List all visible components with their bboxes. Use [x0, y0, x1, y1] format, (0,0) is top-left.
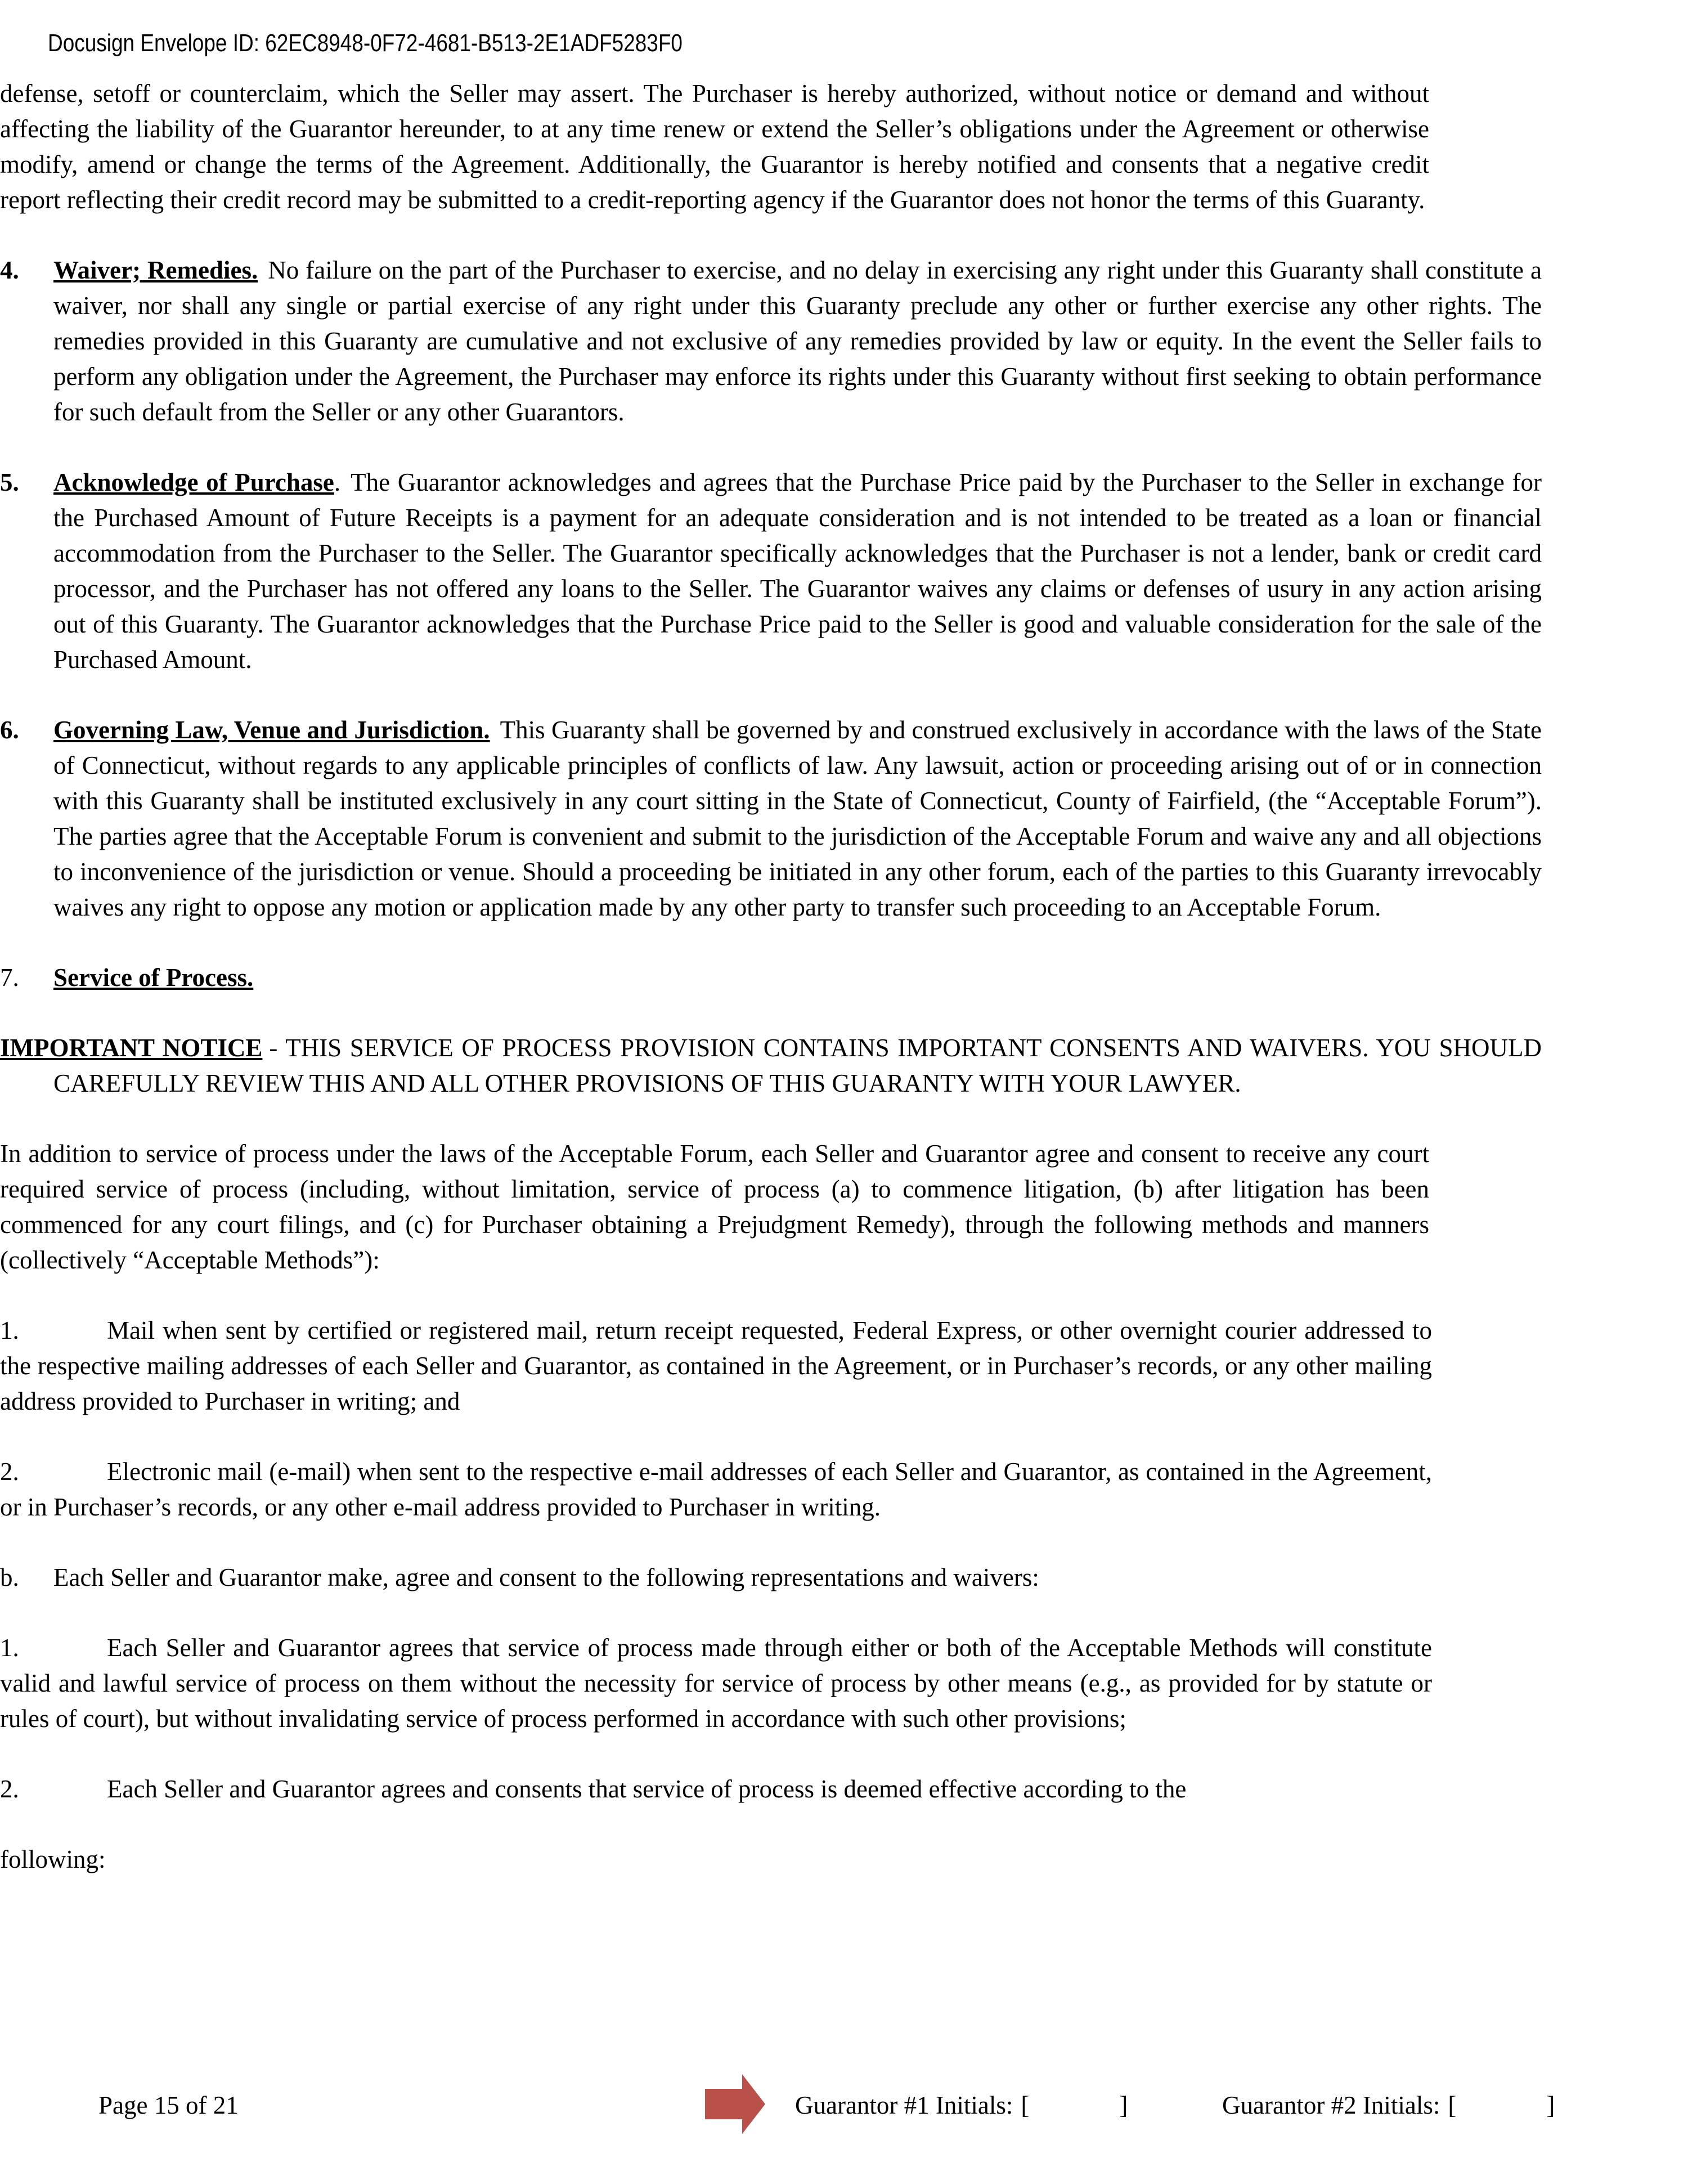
- intro-continuation-paragraph: defense, setoff or counterclaim, which the Seller may assert. The Purchaser is hereby authorized, without notice or demand and without affecting the liability of the Guarantor hereunder, to at any time renew or extend the Seller’s obligations under the Agreement or otherwise modify, amend or change the terms of the Agreement. Additionally, the Guarantor is hereby notified and consents that a negative credit report reflecting their credit record may be submitted to a credit-reporting agency if the Guarantor does not honor the terms of this Guaranty.: [0, 79, 1429, 214]
- section-7-number: 7.: [0, 963, 19, 992]
- section-4-number: 4.: [0, 256, 19, 284]
- representation-2-number: 2.: [0, 1775, 19, 1803]
- section-4-waiver-remedies: [0, 253, 1542, 430]
- important-notice-text: - THIS SERVICE OF PROCESS PROVISION CONTAINS IMPORTANT CONSENTS AND WAIVERS. YOU SHOULD CAREFULLY REVIEW THIS AND ALL OTHER PROVISIONS OF THIS GUARANTY WITH YOUR LAWYER.: [53, 1034, 1542, 1097]
- sign-here-arrow-icon: [705, 2074, 765, 2134]
- guarantor2-initials-label: Guarantor #2 Initials:: [1222, 2091, 1440, 2119]
- section-5-number: 5.: [0, 468, 19, 496]
- acceptable-method-item-1: [0, 1313, 1432, 1419]
- item-b-letter: b.: [0, 1563, 19, 1591]
- representation-1-number: 1.: [0, 1634, 19, 1662]
- section-4-body: No failure on the part of the Purchaser to exercise, and no delay in exercising any right under this Guaranty shall constitute a waiver, nor shall any single or partial exercise of any right under this Guaranty preclude any other or further exercise any other rights. The remedies provided in this Guaranty are cumulative and not exclusive of any remedies provided by law or equity. In the event the Seller fails to perform any obligation under the Agreement, the Purchaser may enforce its rights under this Guaranty without first seeking to obtain performance for such default from the Seller or any other Guarantors.: [53, 256, 1542, 426]
- guarantor2-initials-row: [1222, 2088, 1555, 2123]
- guarantor2-initials-field[interactable]: [1448, 2091, 1555, 2119]
- guarantor1-initials-row: [795, 2088, 1128, 2123]
- following-label: following:: [0, 1845, 106, 1873]
- representation-item-1: [0, 1630, 1432, 1737]
- acceptable-method-1-number: 1.: [0, 1316, 19, 1344]
- item-b-paragraph: [0, 1560, 1542, 1595]
- page-footer: [0, 2082, 1688, 2155]
- item-b-text: Each Seller and Guarantor make, agree and consent to the following representations and waivers:: [53, 1563, 1039, 1591]
- acceptable-method-2-number: 2.: [0, 1458, 19, 1486]
- section-6-governing-law: [0, 712, 1542, 925]
- page-number: Page 15 of 21: [98, 2091, 239, 2119]
- sign-here-arrow-shape: [705, 2074, 765, 2134]
- representation-item-2: [0, 1772, 1432, 1807]
- acceptable-methods-intro-paragraph: In addition to service of process under the laws of the Acceptable Forum, each Seller and Guarantor agree and consent to receive any court required service of process (including, without limitation, service of process (a) to commence litigation, (b) after litigation has been commenced for any court filings, and (c) for Purchaser obtaining a Prejudgment Remedy), through the following methods and manners (collectively “Acceptable Methods”):: [0, 1140, 1429, 1274]
- guarantor2-bracket-open: [: [1448, 2091, 1457, 2119]
- representation-1-text: Each Seller and Guarantor agrees that service of process made through either or both of the Acceptable Methods will constitute valid and lawful service of process on them without the necessity for service of process by other means (e.g., as provided for by statute or rules of court), but without invalidating service of process performed in accordance with such other provisions;: [0, 1634, 1432, 1733]
- important-notice-paragraph: [0, 1030, 1542, 1101]
- acceptable-method-1-text: Mail when sent by certified or registered mail, return receipt requested, Federal Express, or other overnight courier addressed to the respective mailing addresses of each Seller and Guarantor, as contained in the Agreement, or in Purchaser’s records, or any other mailing address provided to Purchaser in writing; and: [0, 1316, 1432, 1415]
- section-5-body: The Guarantor acknowledges and agrees that the Purchase Price paid by the Purchaser to the Seller in exchange for the Purchased Amount of Future Receipts is a payment for an adequate consideration and is not intended to be treated as a loan or financial accommodation from the Purchaser to the Seller. The Guarantor specifically acknowledges that the Purchaser is not a lender, bank or credit card processor, and the Purchaser has not offered any loans to the Seller. The Guarantor waives any claims or defenses of usury in any action arising out of this Guaranty. The Guarantor acknowledges that the Purchase Price paid to the Seller is good and valuable consideration for the sale of the Purchased Amount.: [53, 468, 1542, 674]
- acceptable-method-2-text: Electronic mail (e-mail) when sent to the respective e-mail addresses of each Seller and Guarantor, as contained in the Agreement, or in Purchaser’s records, or any other e-mail address provided to Purchaser in writing.: [0, 1458, 1432, 1521]
- section-6-heading: Governing Law, Venue and Jurisdiction.: [53, 716, 490, 744]
- guarantor1-initials-label: Guarantor #1 Initials:: [795, 2091, 1013, 2119]
- docusign-envelope-id: Docusign Envelope ID: 62EC8948-0F72-4681-B513-2E1ADF5283F0: [48, 29, 683, 57]
- document-body: [0, 76, 1688, 1912]
- section-5-acknowledge-of-purchase: [0, 465, 1542, 678]
- guarantor1-initials-field[interactable]: [1021, 2091, 1128, 2119]
- guarantor1-bracket-open: [: [1021, 2091, 1030, 2119]
- important-notice-label: IMPORTANT NOTICE: [0, 1034, 263, 1062]
- section-5-heading-period: .: [334, 468, 341, 496]
- guarantor1-bracket-close: ]: [1119, 2091, 1128, 2119]
- acceptable-method-item-2: [0, 1454, 1432, 1525]
- section-6-body: This Guaranty shall be governed by and construed exclusively in accordance with the laws of the State of Connecticut, without regards to any applicable principles of conflicts of law. Any lawsuit, action or proceeding arising out of or in connection with this Guaranty shall be instituted exclusively in any court sitting in the State of Connecticut, County of Fairfield, (the “Acceptable Forum”). The parties agree that the Acceptable Forum is convenient and submit to the jurisdiction of the Acceptable Forum and waive any and all objections to inconvenience of the jurisdiction or venue. Should a proceeding be initiated in any other forum, each of the parties to this Guaranty irrevocably waives any right to oppose any motion or application made by any other party to transfer such proceeding to an Acceptable Forum.: [53, 716, 1542, 921]
- representation-2-text: Each Seller and Guarantor agrees and consents that service of process is deemed effective according to the: [107, 1775, 1187, 1803]
- section-6-number: 6.: [0, 716, 19, 744]
- section-7-heading: Service of Process.: [53, 963, 254, 992]
- section-4-heading: Waiver; Remedies.: [53, 256, 258, 284]
- section-5-heading: Acknowledge of Purchase: [53, 468, 334, 496]
- section-7-service-of-process: [0, 960, 1542, 995]
- guarantor2-bracket-close: ]: [1546, 2091, 1555, 2119]
